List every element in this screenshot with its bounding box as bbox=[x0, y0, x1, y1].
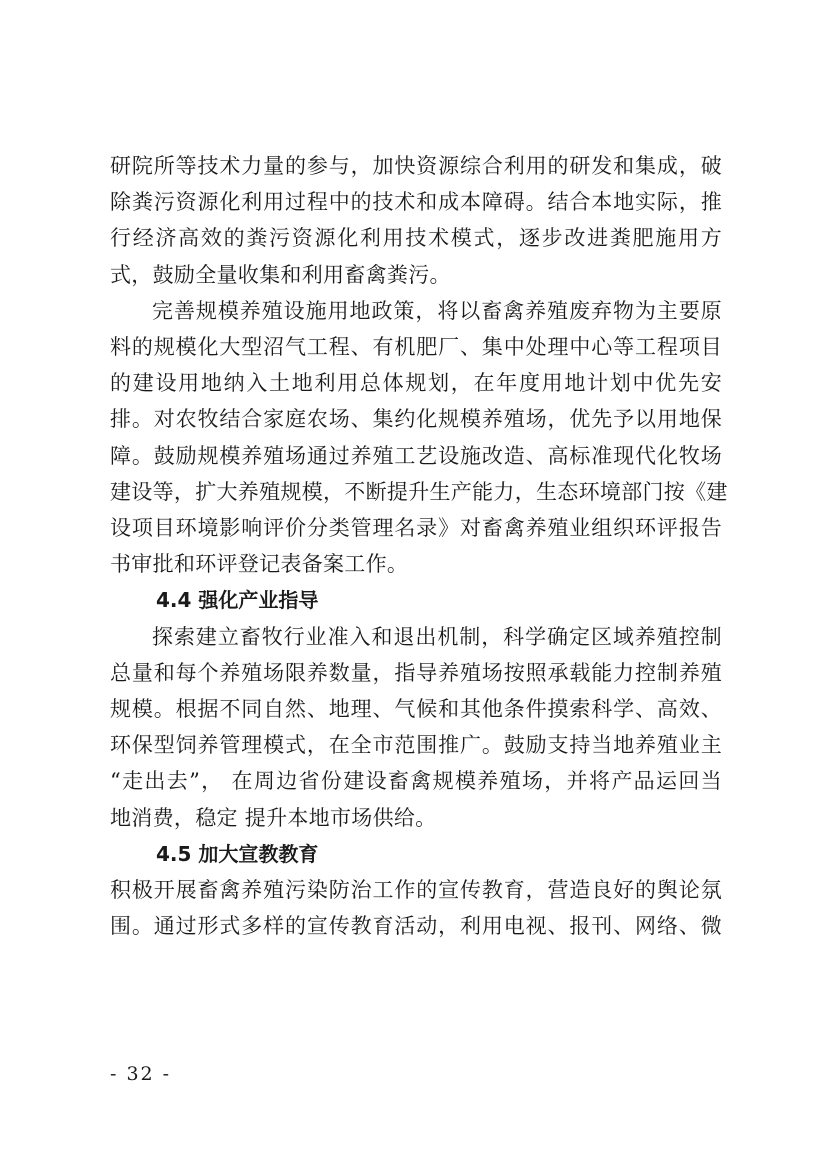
text-line: 总量和每个养殖场限养数量，指导养殖场按照承载能力控制养殖 bbox=[110, 660, 722, 685]
text-line: 环保型饲养管理模式，在全市范围推广。鼓励支持当地养殖业主 bbox=[110, 733, 722, 758]
text-line: 行经济高效的粪污资源化利用技术模式，逐步改进粪肥施用方 bbox=[110, 226, 722, 251]
text-line: 障。鼓励规模养殖场通过养殖工艺设施改造、高标准现代化牧场 bbox=[110, 443, 722, 468]
text-line: 围。通过形式多样的宣传教育活动，利用电视、报刊、网络、微 bbox=[110, 914, 722, 939]
paragraph-2 bbox=[110, 293, 728, 583]
text-line: 式，鼓励全量收集和利用畜禽粪污。 bbox=[110, 262, 451, 287]
text-line: 规模。根据不同自然、地理、气候和其他条件摸索科学、高效、 bbox=[110, 697, 722, 722]
section-heading-4-4: 4.4 强化产业指导 bbox=[156, 588, 319, 613]
text-line: 排。对农牧结合家庭农场、集约化规模养殖场，优先予以用地保 bbox=[110, 407, 722, 432]
text-line: 书审批和环评登记表备案工作。 bbox=[110, 552, 409, 577]
text-line: “走出去”， 在周边省份建设畜禽规模养殖场，并将产品运回当 bbox=[110, 769, 722, 794]
text-line: 完善规模养殖设施用地政策，将以畜禽养殖废弃物为主要原 bbox=[152, 298, 722, 323]
paragraph-3 bbox=[110, 619, 722, 836]
page-number: - 32 - bbox=[110, 1063, 172, 1085]
text-line: 料的规模化大型沼气工程、有机肥厂、集中处理中心等工程项目 bbox=[110, 335, 722, 360]
paragraph-1 bbox=[110, 148, 722, 293]
paragraph-4 bbox=[110, 872, 722, 944]
text-line: 研院所等技术力量的参与，加快资源综合利用的研发和集成，破 bbox=[110, 154, 722, 178]
text-line: 设项目环境影响评价分类管理名录》对畜禽养殖业组织环评报告 bbox=[110, 516, 722, 541]
document-body bbox=[110, 148, 728, 944]
text-line: 建设等，扩大养殖规模，不断提升生产能力，生态环境部门按《建 bbox=[110, 479, 728, 504]
text-line: 积极开展畜禽养殖污染防治工作的宣传教育，营造良好的舆论氛 bbox=[110, 878, 722, 903]
text-line: 的建设用地纳入土地利用总体规划，在年度用地计划中优先安 bbox=[110, 371, 722, 396]
section-heading-4-5: 4.5 加大宣教教育 bbox=[156, 841, 319, 866]
text-line: 地消费，稳定 提升本地市场供给。 bbox=[110, 805, 437, 830]
text-line: 除粪污资源化利用过程中的技术和成本障碍。结合本地实际，推 bbox=[110, 190, 722, 215]
text-line: 探索建立畜牧行业准入和退出机制，科学确定区域养殖控制 bbox=[152, 624, 722, 649]
